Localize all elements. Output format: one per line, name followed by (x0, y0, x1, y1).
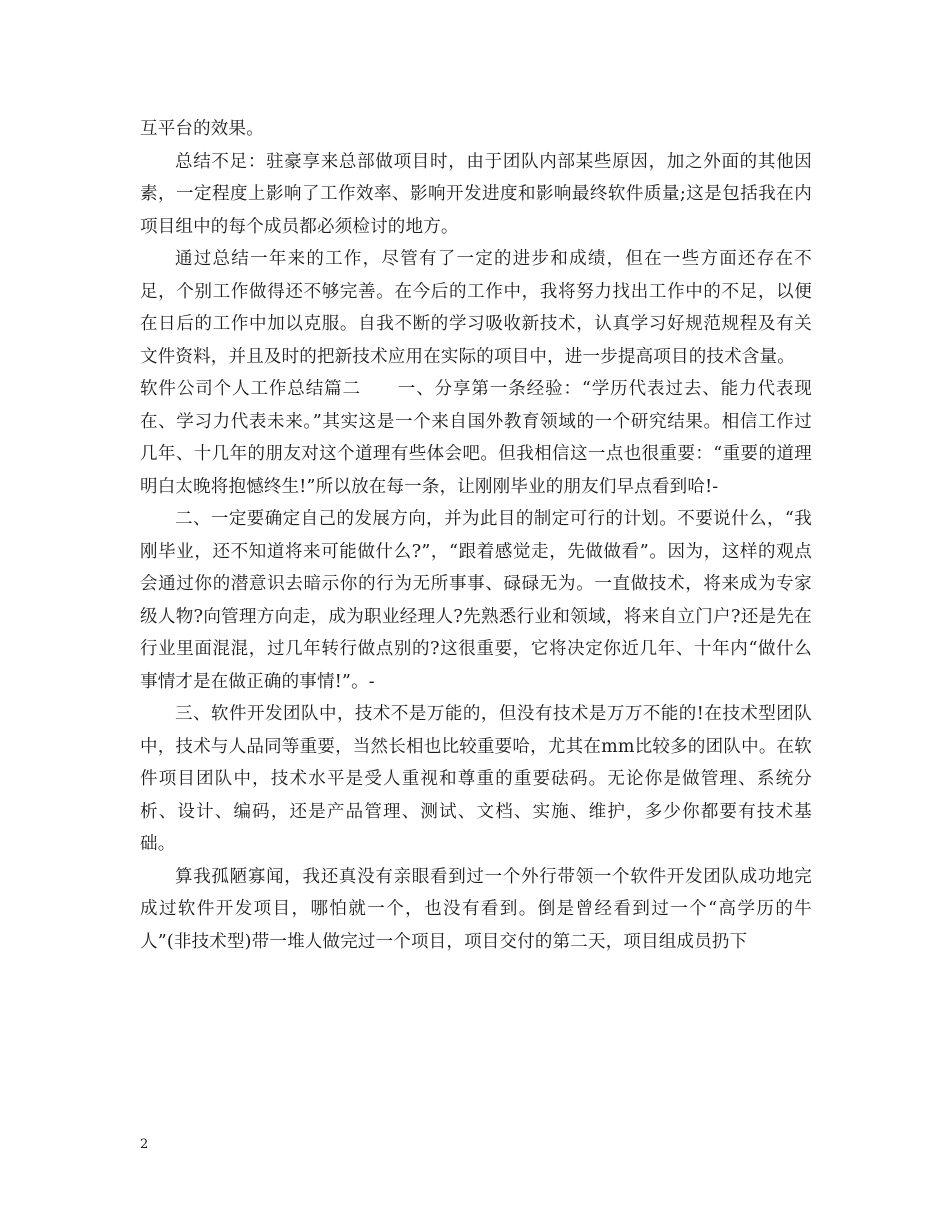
paragraph: 总结不足：驻豪享来总部做项目时，由于团队内部某些原因，加之外面的其他因素，一定程度上影响了工作效率、影响开发进度和影响最终软件质量;这是包括我在内项目组中的每个成员都必须检讨的地方。 (140, 151, 812, 237)
paragraph: 三、软件开发团队中，技术不是万能的，但没有技术是万万不能的!在技术型团队中，技术与人品同等重要，当然长相也比较重要哈，尤其在mm比较多的团队中。在软件项目团队中，技术水平是受人重视和尊重的重要砝码。无论你是做管理、系统分析、设计、编码，还是产品管理、测试、文档、实施、维护，多少你都要有技术基础。 (140, 704, 812, 854)
paragraph: 二、一定要确定自己的发展方向，并为此目的制定可行的计划。不要说什么，“我刚毕业，还不知道将来可能做什么?”，“跟着感觉走，先做做看”。因为，这样的观点会通过你的潜意识去暗示你的行为无所事事、碌碌无为。一直做技术，将来成为专家级人物?向管理方向走，成为职业经理人?先熟悉行业和领域，将来自立门户?还是先在行业里面混混，过几年转行做点别的?这很重要，它将决定你近几年、十年内“做什么事情才是在做正确的事情!”。- (140, 509, 812, 692)
paragraph: 互平台的效果。 (140, 119, 264, 139)
paragraph-section-heading: 软件公司个人工作总结篇二 一、分享第一条经验：“学历代表过去、能力代表现在、学习力代表未来。”其实这是一个来自国外教育领域的一个研究结果。相信工作过几年、十几年的朋友对这个道理有些体会吧。但我相信这一点也很重要：“重要的道理明白太晚将抱憾终生!”所以放在每一条，让刚刚毕业的朋友们早点看到哈!- (140, 379, 812, 497)
paragraph: 算我孤陋寡闻，我还真没有亲眼看到过一个外行带领一个软件开发团队成功地完成过软件开发项目，哪怕就一个，也没有看到。倒是曾经看到过一个“高学历的牛人”(非技术型)带一堆人做完过一个项目，项目交付的第二天，项目组成员扔下 (140, 866, 812, 952)
document-body (140, 113, 812, 958)
page-number: 2 (140, 1137, 149, 1152)
paragraph: 通过总结一年来的工作，尽管有了一定的进步和成绩，但在一些方面还存在不足，个别工作做得还不够完善。在今后的工作中，我将努力找出工作中的不足，以便在日后的工作中加以克服。自我不断的学习吸收新技术，认真学习好规范规程及有关文件资料，并且及时的把新技术应用在实际的项目中，进一步提高项目的技术含量。 (140, 249, 812, 367)
